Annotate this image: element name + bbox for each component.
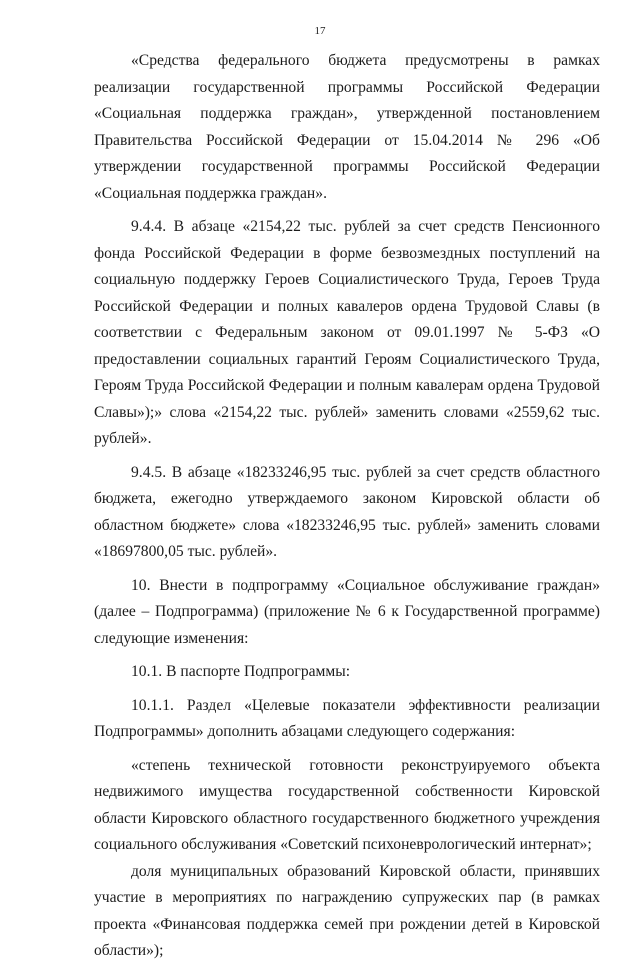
paragraph-10-1-1: 10.1.1. Раздел «Целевые показатели эффективности реализации Подпрограммы» дополнить абзацами следующего содержания: — [94, 696, 600, 740]
paragraph-indicator-municipalities: доля муниципальных образований Кировской области, принявших участие в мероприятиях по награждению супружеских пар (в рамках проекта «Финансовая поддержка семей при рождении детей в Кировской области»); — [94, 862, 600, 959]
paragraph-10: 10. Внести в подпрограмму «Социальное обслуживание граждан» (далее – Подпрограмма) (приложение № 6 к Государственной программе) следующие изменения: — [94, 576, 600, 647]
paragraph-indicator-readiness: «степень технической готовности реконструируемого объекта недвижимого имущества государственной собственности Кировской области Кировского областного государственного бюджетного учреждения социального обслуживания «Советский психоневрологический интернат»; — [94, 756, 600, 853]
page-number: 17 — [314, 25, 326, 37]
paragraph-9-4-4: 9.4.4. В абзаце «2154,22 тыс. рублей за счет средств Пенсионного фонда Российской Федерации в форме безвозмездных поступлений на социальную поддержку Героев Социалистического Труда, Героев Труда Российской Федерации и полных кавалеров ордена Трудовой Славы (в соответствии с Федеральным законом от 09.01.1997 № 5-ФЗ «О предоставлении социальных гарантий Героям Социалистического Труда, Героям Труда Российской Федерации и полным кавалерам ордена Трудовой Славы»);» слова «2154,22 тыс. рублей» заменить словами «2559,62 тыс. рублей». — [94, 218, 600, 447]
paragraph-10-1: 10.1. В паспорте Подпрограммы: — [131, 663, 351, 680]
paragraph-9-4-5: 9.4.5. В абзаце «18233246,95 тыс. рублей за счет средств областного бюджета, ежегодно утверждаемого законом Кировской области об областном бюджете» слова «18233246,95 тыс. рублей» заменить словами «18697800,05 тыс. рублей». — [94, 463, 600, 560]
paragraph-federal-budget-note: «Средства федерального бюджета предусмотрены в рамках реализации государственной программы Российской Федерации «Социальная поддержка граждан», утвержденной постановлением Правительства Российской Федерации от 15.04.2014 № 296 «Об утверждении государственной программы Российской Федерации «Социальная поддержка граждан». — [94, 52, 600, 202]
document-body — [94, 48, 600, 972]
